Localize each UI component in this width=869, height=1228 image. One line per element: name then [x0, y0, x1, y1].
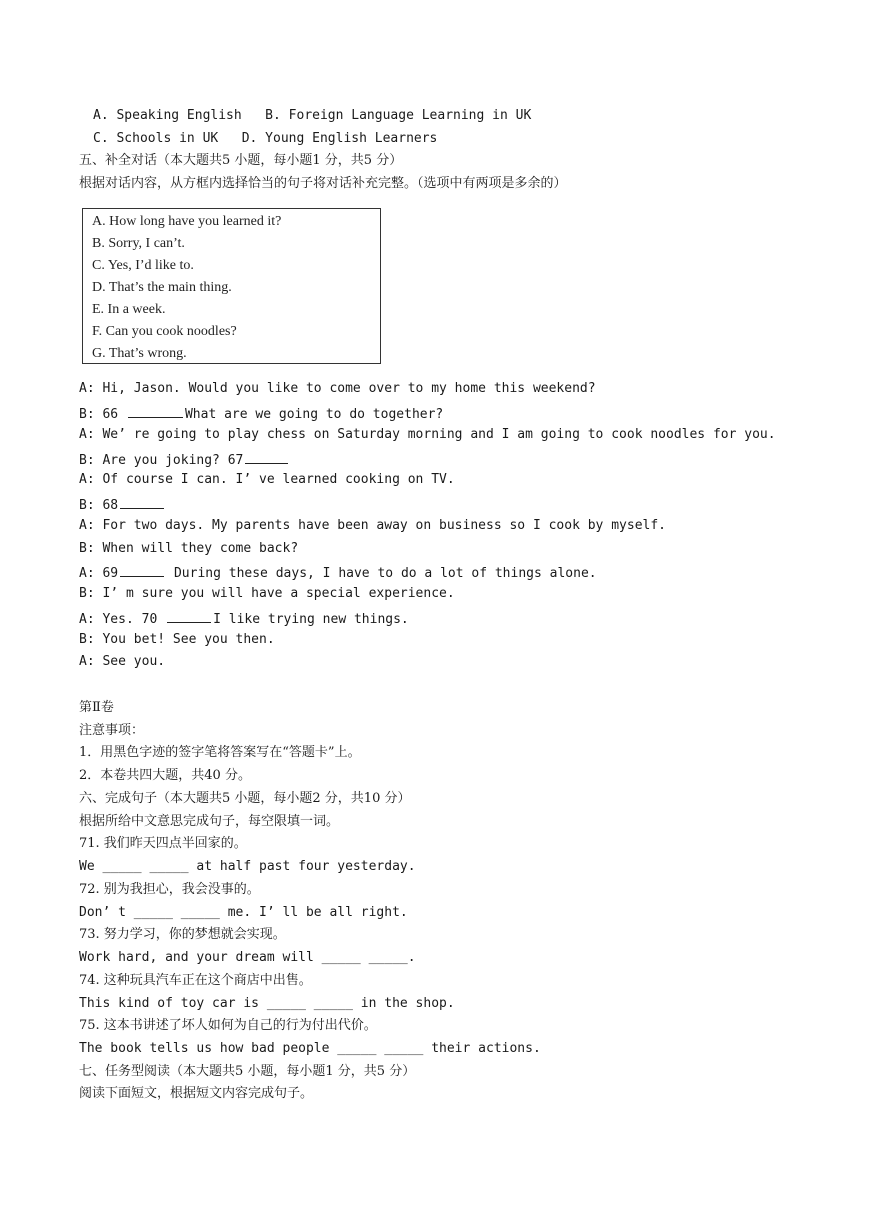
- choice-g: G. That’s wrong.: [92, 346, 187, 361]
- prev-options-row-2: C. Schools in UK D. Young English Learners: [93, 131, 438, 146]
- dialogue-line: A: 69 During these days, I have to do a lot of things alone.: [79, 562, 597, 583]
- blank-70[interactable]: [167, 608, 211, 623]
- section6-heading: 六、完成句子（本大题共5 小题，每小题2 分，共10 分）: [79, 791, 411, 806]
- choice-f: F. Can you cook noodles?: [92, 324, 237, 339]
- q71-english: We _____ _____ at half past four yesterday.: [79, 859, 416, 874]
- dialogue-line: B: When will they come back?: [79, 541, 299, 556]
- choice-c: C. Yes, I’d like to.: [92, 258, 194, 273]
- part2-title: 第Ⅱ卷: [79, 700, 114, 715]
- q73-english: Work hard, and your dream will _____ _____.: [79, 950, 416, 965]
- choice-d: D. That’s the main thing.: [92, 280, 232, 295]
- q75-english: The book tells us how bad people _____ _____ their actions.: [79, 1041, 541, 1056]
- q72-chinese: 72. 别为我担心，我会没事的。: [79, 882, 260, 897]
- blank-67[interactable]: [245, 449, 288, 464]
- dialogue-line: B: You bet! See you then.: [79, 632, 275, 647]
- q74-english: This kind of toy car is _____ _____ in the shop.: [79, 996, 455, 1011]
- section6-instruction: 根据所给中文意思完成句子，每空限填一词。: [79, 814, 340, 829]
- dialogue-line: A: We’ re going to play chess on Saturday morning and I am going to cook noodles for you.: [79, 427, 776, 442]
- q73-chinese: 73. 努力学习，你的梦想就会实现。: [79, 927, 286, 942]
- section7-heading: 七、任务型阅读（本大题共5 小题，每小题1 分，共5 分）: [79, 1064, 416, 1079]
- section5-heading: 五、补全对话（本大题共5 小题，每小题1 分，共5 分）: [79, 153, 403, 168]
- choice-e: E. In a week.: [92, 302, 166, 317]
- dialogue-line: B: 66 What are we going to do together?: [79, 403, 443, 424]
- dialogue-line: B: I’ m sure you will have a special experience.: [79, 586, 455, 601]
- choice-b: B. Sorry, I can’t.: [92, 236, 185, 251]
- q75-chinese: 75. 这本书讲述了坏人如何为自己的行为付出代价。: [79, 1018, 377, 1033]
- q71-chinese: 71. 我们昨天四点半回家的。: [79, 836, 247, 851]
- dialogue-line: B: 68: [79, 494, 166, 515]
- dialogue-line: A: See you.: [79, 654, 166, 669]
- dialogue-line: B: Are you joking? 67: [79, 449, 290, 470]
- blank-68[interactable]: [120, 494, 164, 509]
- blank-69[interactable]: [120, 562, 164, 577]
- prev-options-row-1: A. Speaking English B. Foreign Language Learning in UK: [93, 108, 532, 123]
- note-1: 1．用黑色字迹的签字笔将答案写在“答题卡”上。: [79, 745, 361, 760]
- q72-english: Don’ t _____ _____ me. I’ ll be all right.: [79, 905, 408, 920]
- section5-instruction: 根据对话内容，从方框内选择恰当的句子将对话补充完整。（选项中有两项是多余的）: [79, 176, 567, 191]
- q74-chinese: 74. 这种玩具汽车正在这个商店中出售。: [79, 973, 312, 988]
- dialogue-line: A: Yes. 70 I like trying new things.: [79, 608, 409, 629]
- dialogue-line: A: For two days. My parents have been away on business so I cook by myself.: [79, 518, 666, 533]
- choice-a: A. How long have you learned it?: [92, 214, 282, 229]
- blank-66[interactable]: [128, 403, 183, 418]
- section7-instruction: 阅读下面短文，根据短文内容完成句子。: [79, 1086, 314, 1101]
- dialogue-line: A: Of course I can. I’ ve learned cooking on TV.: [79, 472, 455, 487]
- dialogue-line: A: Hi, Jason. Would you like to come over to my home this weekend?: [79, 381, 596, 396]
- choice-box: [82, 208, 381, 364]
- notes-heading: 注意事项：: [79, 723, 145, 738]
- note-2: 2．本卷共四大题，共40 分。: [79, 768, 251, 783]
